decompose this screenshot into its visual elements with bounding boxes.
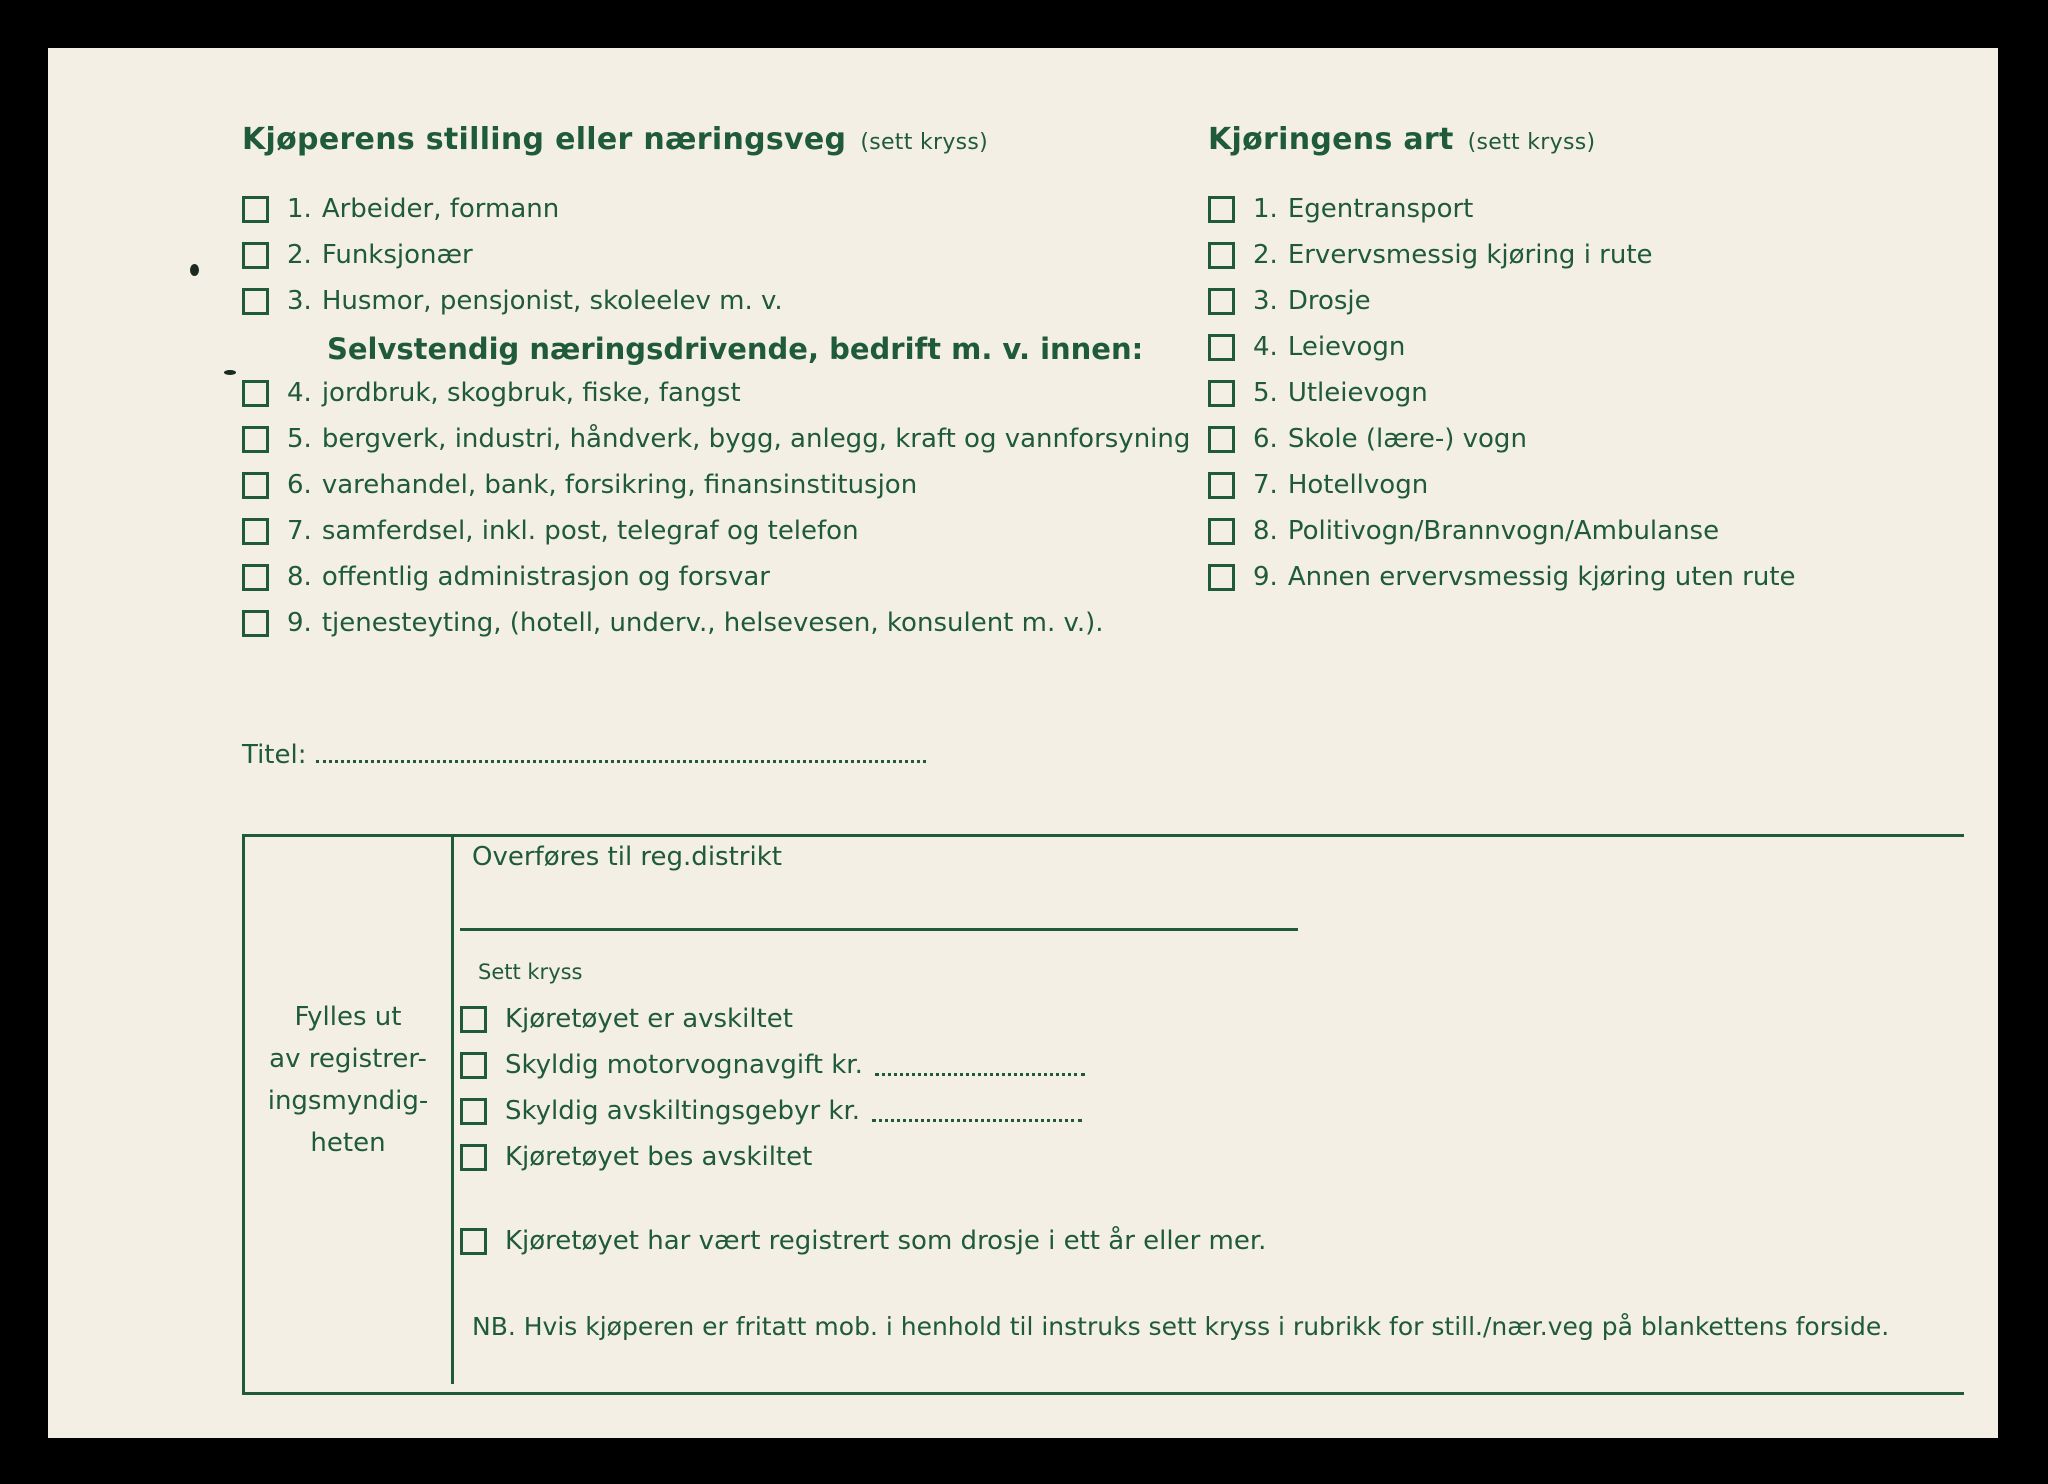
check-label: Skyldig avskiltingsgebyr kr. xyxy=(505,1096,861,1126)
registry-check-deregistration-fee[interactable] xyxy=(460,1096,1082,1126)
driving-section-title xyxy=(1208,122,1595,157)
buyer-option-1[interactable] xyxy=(242,194,559,224)
buyer-option-5[interactable] xyxy=(242,424,1190,454)
label-line: heten xyxy=(310,1128,386,1158)
option-number: 2. xyxy=(1253,240,1278,270)
driving-option-4[interactable] xyxy=(1208,332,1405,362)
checkbox[interactable] xyxy=(242,564,269,591)
option-number: 9. xyxy=(287,608,312,638)
sett-kryss-label: Sett kryss xyxy=(478,960,583,984)
registry-box-divider xyxy=(451,834,454,1384)
buyer-section-title xyxy=(242,122,988,157)
option-number: 2. xyxy=(287,240,312,270)
form-sheet xyxy=(48,48,1998,1438)
checkbox[interactable] xyxy=(1208,426,1235,453)
option-number: 3. xyxy=(287,286,312,316)
driving-option-8[interactable] xyxy=(1208,516,1719,546)
option-label: offentlig administrasjon og forsvar xyxy=(321,562,770,592)
option-number: 6. xyxy=(287,470,312,500)
option-number: 1. xyxy=(287,194,312,224)
checkbox[interactable] xyxy=(460,1052,487,1079)
buyer-option-6[interactable] xyxy=(242,470,917,500)
buyer-option-2[interactable] xyxy=(242,240,473,270)
registry-check-deregistered[interactable] xyxy=(460,1004,793,1034)
option-number: 8. xyxy=(287,562,312,592)
option-number: 3. xyxy=(1253,286,1278,316)
check-label: Kjøretøyet er avskiltet xyxy=(505,1004,793,1034)
checkbox[interactable] xyxy=(1208,196,1235,223)
option-number: 8. xyxy=(1253,516,1278,546)
checkbox[interactable] xyxy=(1208,380,1235,407)
label-line: Fylles ut xyxy=(294,1002,402,1032)
nb-note: NB. Hvis kjøperen er fritatt mob. i henhold til instruks sett kryss i rubrikk for still./nær.veg på blankettens forside. xyxy=(472,1312,1890,1341)
option-number: 5. xyxy=(287,424,312,454)
buyer-option-8[interactable] xyxy=(242,562,770,592)
label-line: ingsmyndig- xyxy=(267,1086,429,1116)
checkbox[interactable] xyxy=(242,196,269,223)
checkbox[interactable] xyxy=(460,1006,487,1033)
option-number: 4. xyxy=(287,378,312,408)
option-label: tjenesteyting, (hotell, underv., helsevesen, konsulent m. v.). xyxy=(321,608,1104,638)
buyer-option-7[interactable] xyxy=(242,516,859,546)
option-label: Ervervsmessig kjøring i rute xyxy=(1287,240,1653,270)
label-line: av registrer- xyxy=(269,1044,427,1074)
option-label: jordbruk, skogbruk, fiske, fangst xyxy=(321,378,741,408)
option-label: Hotellvogn xyxy=(1287,470,1429,500)
checkbox[interactable] xyxy=(460,1228,487,1255)
option-label: bergverk, industri, håndverk, bygg, anlegg, kraft og vannforsyning xyxy=(321,424,1191,454)
option-number: 7. xyxy=(1253,470,1278,500)
checkbox[interactable] xyxy=(242,610,269,637)
checkbox[interactable] xyxy=(1208,288,1235,315)
buyer-title-note: (sett kryss) xyxy=(860,130,989,155)
checkbox[interactable] xyxy=(460,1098,487,1125)
driving-option-6[interactable] xyxy=(1208,424,1527,454)
driving-option-3[interactable] xyxy=(1208,286,1371,316)
option-number: 9. xyxy=(1253,562,1278,592)
ink-speck xyxy=(190,264,199,276)
option-number: 1. xyxy=(1253,194,1278,224)
registry-box-top-border xyxy=(242,834,1964,837)
option-label: Arbeider, formann xyxy=(321,194,560,224)
transfer-district-label: Overføres til reg.distrikt xyxy=(472,842,782,872)
option-label: Leievogn xyxy=(1287,332,1406,362)
checkbox[interactable] xyxy=(242,472,269,499)
driving-option-2[interactable] xyxy=(1208,240,1653,270)
option-label: varehandel, bank, forsikring, finansinstitusjon xyxy=(321,470,918,500)
checkbox[interactable] xyxy=(242,242,269,269)
registry-check-taxi[interactable] xyxy=(460,1226,1266,1256)
option-label: Drosje xyxy=(1287,286,1371,316)
check-label: Kjøretøyet bes avskiltet xyxy=(505,1142,813,1172)
titel-dotted-line[interactable] xyxy=(316,740,926,763)
titel-field[interactable] xyxy=(242,740,926,770)
option-number: 4. xyxy=(1253,332,1278,362)
checkbox[interactable] xyxy=(242,380,269,407)
registry-box-bottom-border xyxy=(242,1392,1964,1395)
driving-option-1[interactable] xyxy=(1208,194,1473,224)
driving-option-5[interactable] xyxy=(1208,378,1428,408)
checkbox[interactable] xyxy=(242,426,269,453)
self-employed-subheading: Selvstendig næringsdrivende, bedrift m. v. innen: xyxy=(327,332,1144,366)
option-label: Utleievogn xyxy=(1287,378,1428,408)
driving-title-text: Kjøringens art xyxy=(1208,122,1454,157)
ink-speck xyxy=(224,370,236,375)
driving-option-7[interactable] xyxy=(1208,470,1428,500)
buyer-option-3[interactable] xyxy=(242,286,783,316)
checkbox[interactable] xyxy=(242,518,269,545)
option-label: Politivogn/Brannvogn/Ambulanse xyxy=(1287,516,1720,546)
registry-check-vehicle-tax[interactable] xyxy=(460,1050,1085,1080)
option-label: Annen ervervsmessig kjøring uten rute xyxy=(1287,562,1796,592)
registry-authority-label xyxy=(248,996,448,1164)
checkbox[interactable] xyxy=(460,1144,487,1171)
transfer-district-line[interactable] xyxy=(460,928,1298,931)
registry-box-left-border xyxy=(242,834,245,1392)
checkbox[interactable] xyxy=(1208,564,1235,591)
driving-title-note: (sett kryss) xyxy=(1467,130,1596,155)
check-label: Skyldig motorvognavgift kr. xyxy=(505,1050,863,1080)
option-number: 5. xyxy=(1253,378,1278,408)
titel-label: Titel: xyxy=(242,740,307,770)
driving-option-9[interactable] xyxy=(1208,562,1796,592)
amount-dotted-line[interactable] xyxy=(875,1055,1085,1076)
registry-check-request-deregistration[interactable] xyxy=(460,1142,812,1172)
option-number: 6. xyxy=(1253,424,1278,454)
buyer-option-9[interactable] xyxy=(242,608,1104,638)
check-label: Kjøretøyet har vært registrert som drosje i ett år eller mer. xyxy=(505,1226,1267,1256)
checkbox[interactable] xyxy=(242,288,269,315)
checkbox[interactable] xyxy=(1208,242,1235,269)
option-number: 7. xyxy=(287,516,312,546)
amount-dotted-line[interactable] xyxy=(872,1101,1082,1122)
option-label: Funksjonær xyxy=(321,240,473,270)
option-label: Husmor, pensjonist, skoleelev m. v. xyxy=(321,286,783,316)
checkbox[interactable] xyxy=(1208,518,1235,545)
option-label: samferdsel, inkl. post, telegraf og telefon xyxy=(321,516,859,546)
buyer-option-4[interactable] xyxy=(242,378,741,408)
option-label: Egentransport xyxy=(1287,194,1474,224)
checkbox[interactable] xyxy=(1208,334,1235,361)
buyer-title-text: Kjøperens stilling eller næringsveg xyxy=(242,122,847,157)
option-label: Skole (lære-) vogn xyxy=(1287,424,1527,454)
checkbox[interactable] xyxy=(1208,472,1235,499)
